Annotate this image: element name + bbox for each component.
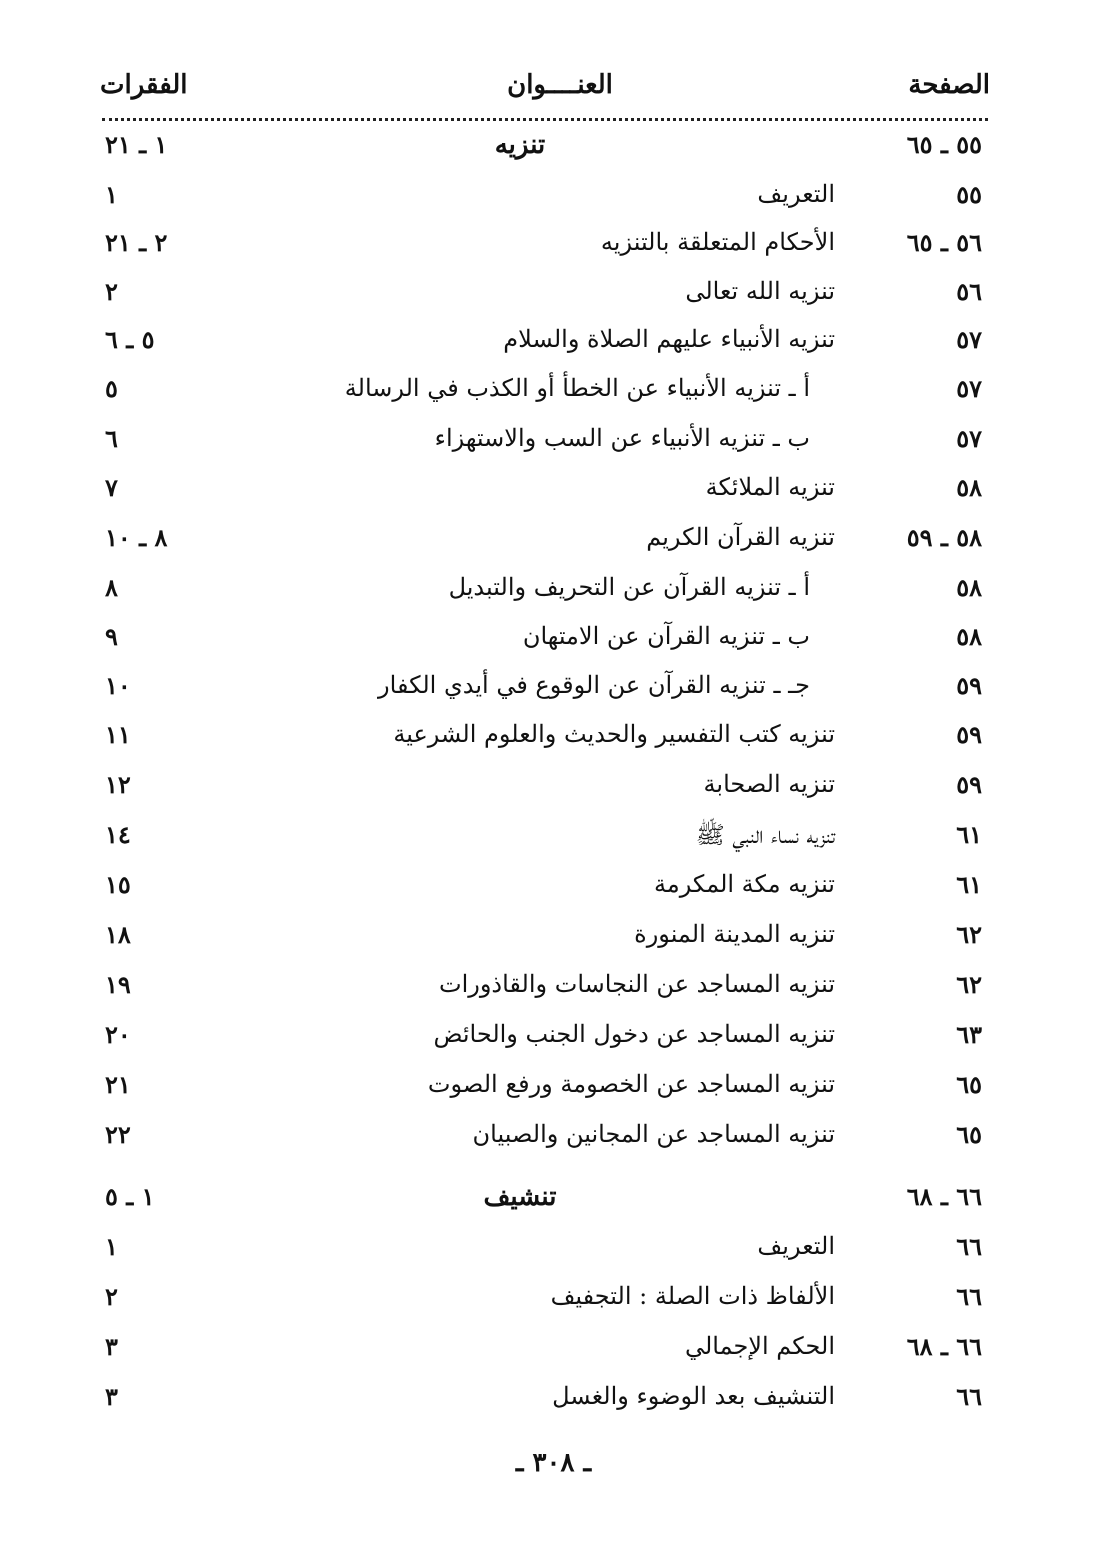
entry-paragraphs: ٢	[105, 1282, 118, 1311]
entry-title: ب ـ تنزيه القرآن عن الامتهان	[522, 622, 810, 650]
entry-paragraphs: ٢٢	[105, 1120, 131, 1149]
entry-page: ٥٧	[956, 325, 982, 354]
entry-paragraphs: ١	[105, 180, 118, 209]
index-entry-sub	[100, 573, 990, 613]
index-entry-sub	[100, 622, 990, 662]
index-entry	[100, 770, 990, 810]
entry-page: ٦٥	[956, 1120, 982, 1149]
index-entry	[100, 523, 990, 563]
entry-paragraphs: ١٢	[105, 770, 131, 799]
header-divider	[102, 118, 988, 121]
entry-paragraphs: ٩	[105, 622, 118, 651]
index-entry	[100, 720, 990, 760]
entry-page: ٦٣	[956, 1020, 982, 1049]
entry-page: ٥٨	[956, 622, 982, 651]
header-title: العنــــوان	[507, 70, 613, 100]
entry-page: ٦٢	[956, 920, 982, 949]
index-entry	[100, 1020, 990, 1060]
entry-page: ٥٩	[956, 671, 982, 700]
entry-paragraphs: ١٩	[105, 970, 131, 999]
index-entry	[100, 228, 990, 268]
entry-title: تنزيه المساجد عن دخول الجنب والحائض	[433, 1020, 835, 1048]
entry-title: تنزيه المساجد عن النجاسات والقاذورات	[438, 970, 835, 998]
entry-page: ٥٩	[956, 720, 982, 749]
entry-paragraphs: ٥ ـ ٦	[105, 325, 155, 354]
index-entry-sub	[100, 374, 990, 414]
entry-paragraphs: ٥	[105, 374, 118, 403]
entry-page: ٥٦ ـ ٦٥	[906, 228, 982, 257]
header-page: الصفحة	[908, 70, 990, 100]
entry-paragraphs: ٣	[105, 1382, 118, 1411]
index-entry-section	[100, 1182, 990, 1222]
entry-paragraphs: ٨ ـ ١٠	[105, 523, 168, 552]
entry-title: تنشيف	[483, 1182, 557, 1212]
entry-paragraphs: ١٨	[105, 920, 131, 949]
entry-title: التعريف	[757, 1232, 835, 1260]
entry-title: تنزيه القرآن الكريم	[646, 523, 835, 551]
entry-page: ٦٦	[956, 1232, 982, 1261]
entry-title: أ ـ تنزيه الأنبياء عن الخطأ أو الكذب في الرسالة	[344, 374, 810, 402]
entry-paragraphs: ٧	[105, 473, 118, 502]
index-entry	[100, 920, 990, 960]
entry-page: ٦٦	[956, 1282, 982, 1311]
entry-paragraphs: ١٠	[105, 671, 131, 700]
entry-title: ب ـ تنزيه الأنبياء عن السب والاستهزاء	[434, 424, 810, 452]
entry-page: ٦٢	[956, 970, 982, 999]
index-entry-section	[100, 130, 990, 170]
entry-title: تنزيه المساجد عن الخصومة ورفع الصوت	[427, 1070, 835, 1098]
entry-title: تنزيه الله تعالى	[685, 277, 835, 305]
header-paragraphs: الفقرات	[100, 70, 188, 100]
index-entry	[100, 1070, 990, 1110]
entry-page: ٥٦	[956, 277, 982, 306]
index-entry	[100, 1120, 990, 1160]
entry-title: الحكم الإجمالي	[684, 1332, 835, 1360]
entry-page: ٦١	[956, 820, 982, 849]
entry-paragraphs: ٢	[105, 277, 118, 306]
entry-paragraphs: ١١	[105, 720, 131, 749]
index-entry	[100, 970, 990, 1010]
entry-page: ٥٩	[956, 770, 982, 799]
entry-page: ٦٦ ـ ٦٨	[906, 1332, 982, 1361]
index-entry	[100, 325, 990, 365]
entry-paragraphs: ٨	[105, 573, 118, 602]
entry-paragraphs: ٢ ـ ٢١	[105, 228, 168, 257]
index-entry	[100, 820, 990, 860]
entry-page: ٥٧	[956, 374, 982, 403]
entry-paragraphs: ٢١	[105, 1070, 131, 1099]
index-entry	[100, 1382, 990, 1422]
page-number: ـ ٣٠٨ ـ	[515, 1448, 592, 1478]
index-entry	[100, 1282, 990, 1322]
entry-title: أ ـ تنزيه القرآن عن التحريف والتبديل	[448, 573, 810, 601]
index-entry	[100, 1232, 990, 1272]
index-entry	[100, 1332, 990, 1372]
index-entry	[100, 277, 990, 317]
entry-title: جـ ـ تنزيه القرآن عن الوقوع في أيدي الكفار	[378, 671, 810, 699]
entry-paragraphs: ١٤	[105, 820, 131, 849]
index-entry	[100, 870, 990, 910]
entry-title: تنزيه المساجد عن المجانين والصبيان	[472, 1120, 835, 1148]
entry-page: ٥٥	[956, 180, 982, 209]
entry-page: ٥٧	[956, 424, 982, 453]
entry-title: تنزيه نساء النبي ﷺ	[695, 821, 835, 849]
entry-paragraphs: ١ ـ ٥	[105, 1182, 155, 1211]
entry-page: ٦٥	[956, 1070, 982, 1099]
entry-title: تنزيه المدينة المنورة	[634, 920, 835, 948]
entry-title: تنزيه الملائكة	[705, 473, 835, 501]
entry-page: ٥٥ ـ ٦٥	[906, 130, 982, 159]
index-header	[100, 70, 990, 110]
entry-title: تنزيه كتب التفسير والحديث والعلوم الشرعية	[393, 720, 835, 748]
index-entry-sub	[100, 424, 990, 464]
index-entry-sub	[100, 671, 990, 711]
entry-page: ٦٦	[956, 1382, 982, 1411]
entry-title: تنزيه	[494, 130, 546, 160]
entry-title: التنشيف بعد الوضوء والغسل	[552, 1382, 835, 1410]
entry-page: ٦٦ ـ ٦٨	[906, 1182, 982, 1211]
entry-page: ٥٨	[956, 473, 982, 502]
entry-paragraphs: ٣	[105, 1332, 118, 1361]
entry-title: تنزيه الأنبياء عليهم الصلاة والسلام	[503, 325, 835, 353]
entry-page: ٥٨	[956, 573, 982, 602]
entry-title: تنزيه مكة المكرمة	[653, 870, 835, 898]
entry-page: ٦١	[956, 870, 982, 899]
entry-title: التعريف	[757, 180, 835, 208]
index-entry	[100, 473, 990, 513]
entry-title: الألفاظ ذات الصلة : التجفيف	[550, 1282, 835, 1310]
entry-paragraphs: ٦	[105, 424, 118, 453]
entry-title: الأحكام المتعلقة بالتنزيه	[600, 228, 835, 256]
entry-title: تنزيه الصحابة	[703, 770, 835, 798]
entry-paragraphs: ٢٠	[105, 1020, 131, 1049]
entry-paragraphs: ١ ـ ٢١	[105, 130, 168, 159]
entry-page: ٥٨ ـ ٥٩	[906, 523, 982, 552]
entry-paragraphs: ١	[105, 1232, 118, 1261]
index-entry	[100, 180, 990, 220]
entry-paragraphs: ١٥	[105, 870, 131, 899]
